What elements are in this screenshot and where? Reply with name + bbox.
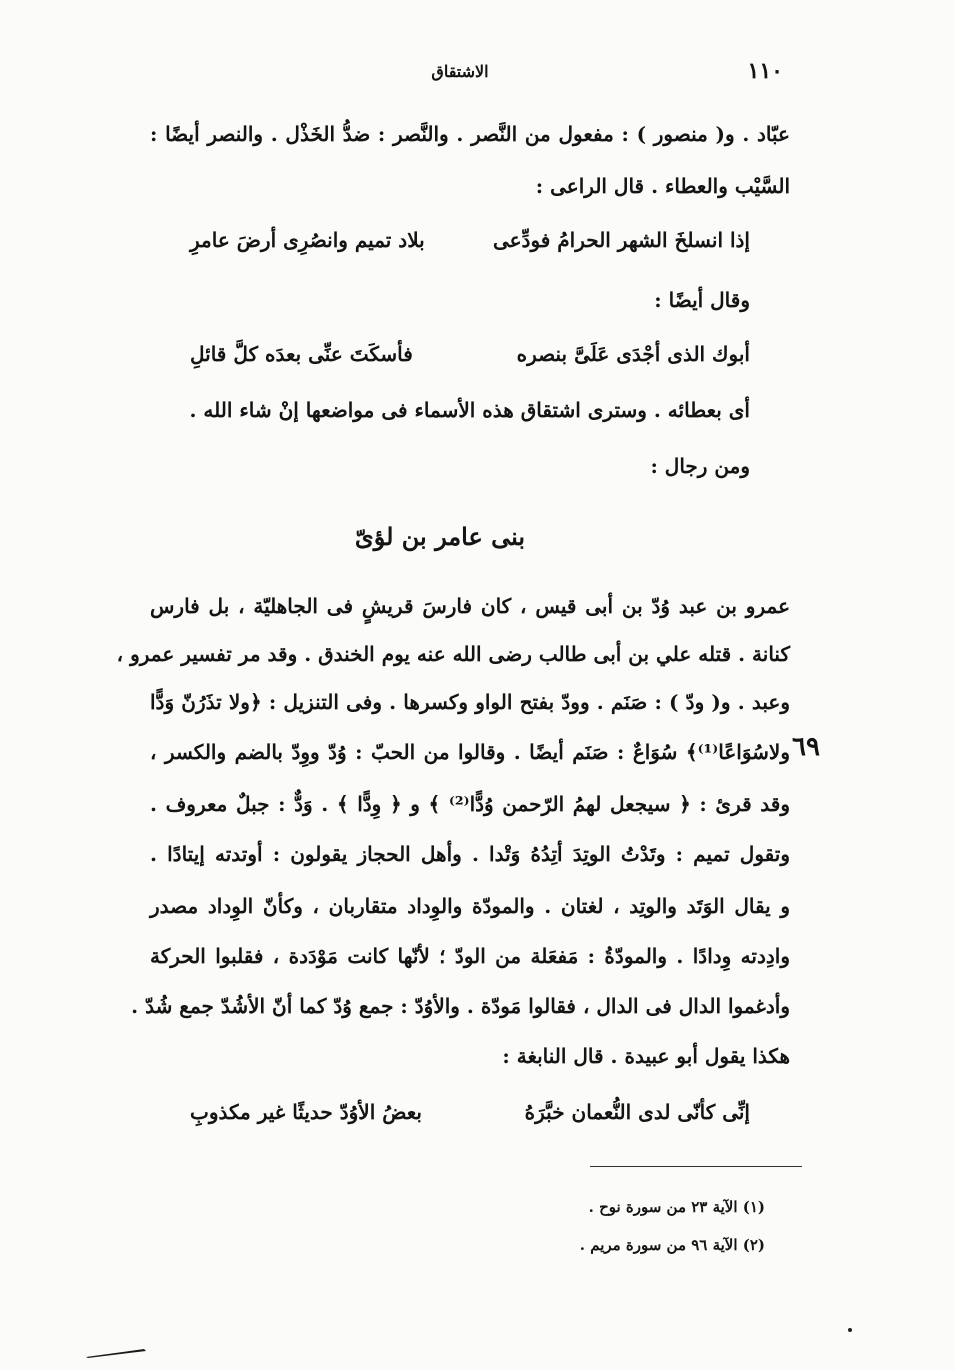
verse-line <box>190 342 750 366</box>
paragraph-line: ولاسُوَاعًا⁽¹⁾﴾ سُوَاعٌ : صَنَم أيضًا . وقالوا من الحبّ : وُدّ ووِدّ بالضم والكسر ، <box>150 740 790 764</box>
footnote: (٢) الآية ٩٦ من سورة مريم . <box>579 1236 765 1254</box>
text-line: وقال أيضًا : <box>654 288 750 312</box>
verse-hemistich-second: فأسكَتَ عنِّى بعدَه كلَّ قائلِ <box>190 342 413 366</box>
paragraph-line: وقد قرئ : ﴿ سيجعل لهمُ الرّحمن وُدًّا⁽²⁾ ﴾ و ﴿ وِدًّا ﴾ . وَدٌّ : جبلٌ معروف . <box>150 792 790 816</box>
page-number: ١١٠ <box>747 58 783 84</box>
verse-line <box>190 228 750 252</box>
verse-hemistich-second: بلاد تميم وانصُرِى أرضَ عامرِ <box>190 228 425 252</box>
footnote: (١) الآية ٢٣ من سورة نوح . <box>588 1198 765 1216</box>
paragraph-line: وتقول تميم : وتَدْتُ الوتِدَ أتِدُهُ وَتْدا . وأهل الحجاز يقولون : أوتدته إيتادًا . <box>150 842 790 866</box>
paragraph-line: و يقال الوَتَد والوتِد ، لغتان . والمودّة والوِداد متقاربان ، وكأنّ الوِداد مصدر <box>150 894 790 918</box>
scan-speck <box>848 1328 852 1332</box>
verse-hemistich-first: أبوك الذى أجْدَى عَلَىَّ بنصره <box>516 342 750 366</box>
paragraph-line: وادِدته وِدادًا . والمودّةُ : مَفعَلة من الودّ ؛ لأنّها كانت مَوْدَدة ، فقلبوا الحركة <box>150 944 790 968</box>
running-header-title: الاشتقاق <box>431 62 489 81</box>
paragraph-line: وعبد . و( ودّ ) : صَنَم . وودّ بفتح الواو وكسرها . وفى التنزيل : ﴿ولا تذَرُنّ وَدًّا <box>150 690 790 714</box>
section-heading: بنى عامر بن لؤىّ <box>354 522 526 551</box>
text-line: أى بعطائه . وسترى اشتقاق هذه الأسماء فى مواضعها إنْ شاء الله . <box>189 398 750 422</box>
text-line: عبّاد . و( منصور ) : مفعول من النَّصر . والنَّصر : ضدُّ الخَذْل . والنصر أيضًا : <box>150 122 790 146</box>
verse-hemistich-second: بعضُ الأوُدّ حديثًا غير مكذوبِ <box>190 1100 422 1124</box>
paragraph-line: هكذا يقول أبو عبيدة . قال النابغة : <box>502 1044 790 1068</box>
margin-number: ٦٩ <box>792 732 820 762</box>
paragraph-line: عمرو بن عبد وُدّ بن أبى قيس ، كان فارسَ قريشٍ فى الجاهليّة ، بل فارس <box>150 594 790 618</box>
paragraph-line: وأدغموا الدال فى الدال ، فقالوا مَودّة . والأوُدّ : جمع وُدّ كما أنّ الأشُدّ جمع شُدّ . <box>131 994 790 1018</box>
footnote-divider <box>590 1166 802 1167</box>
paragraph-line: كنانة . قتله علي بن أبى طالب رضى الله عنه يوم الخندق . وقد مر تفسير عمرو ، <box>116 642 790 666</box>
text-line: ومن رجال : <box>650 454 750 478</box>
scan-smudge-mark <box>86 1348 146 1358</box>
verse-hemistich-first: إذا انسلخَ الشهر الحرامُ فودِّعى <box>492 228 750 252</box>
verse-hemistich-first: إنِّى كأنّى لدى النُّعمان خبَّرَهُ <box>524 1100 750 1124</box>
text-line: السَّيْب والعطاء . قال الراعى : <box>535 174 790 198</box>
verse-line <box>190 1100 750 1124</box>
